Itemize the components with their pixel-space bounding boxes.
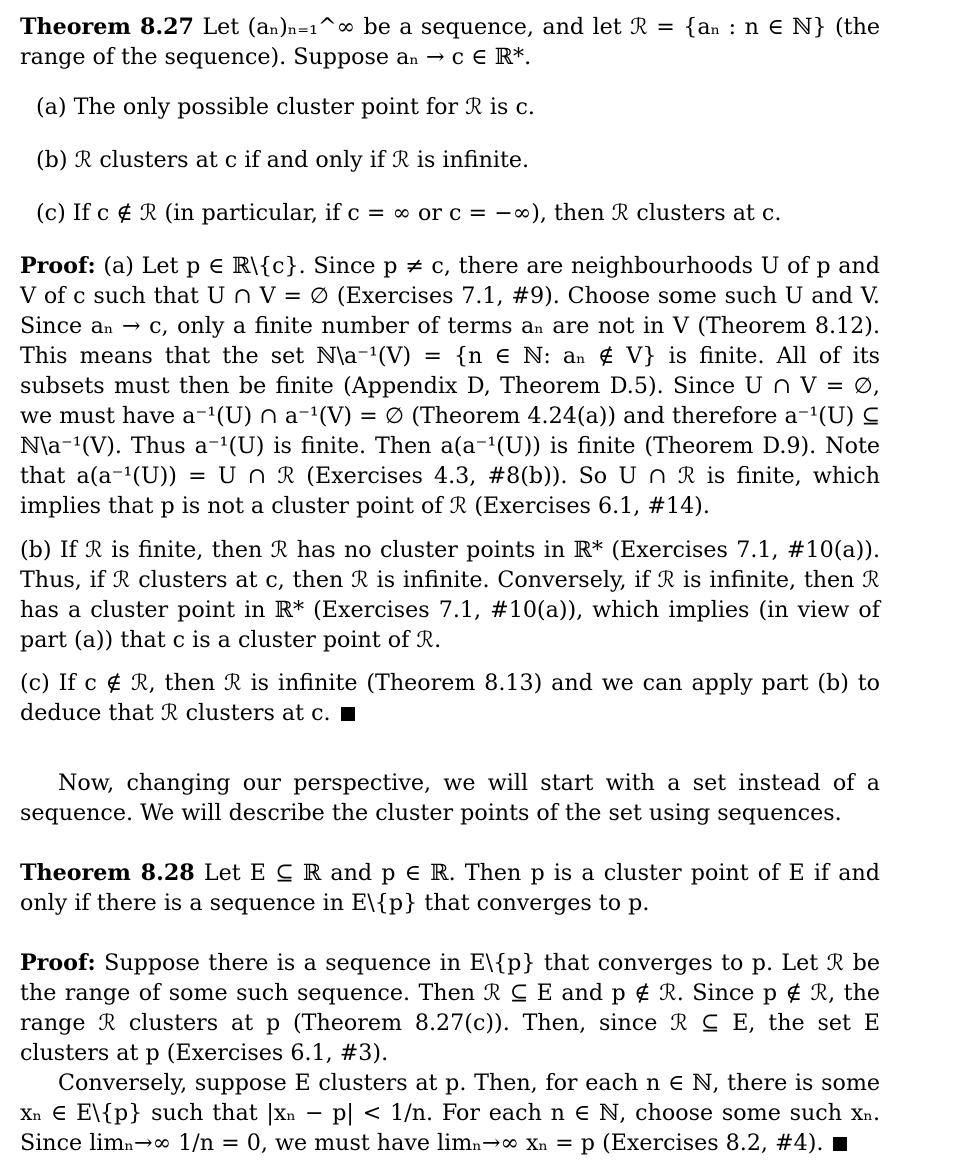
proof-8-28-para1 [20,948,880,1068]
proof-part-a-text: (a) Let p ∈ ℝ\{c}. Since p ≠ c, there are neighbourhoods U of p and V of c such that U ∩ V = ∅ (Exercises 7.1, #9). Choose some such U and V. Since aₙ → c, only a finite number of terms aₙ are not in V (Theorem 8.12). This means that the set ℕ\a⁻¹(V) = {n ∈ ℕ: aₙ ∉ V} is finite. All of its subsets must then be finite (Appendix D, Theorem D.5). Since U ∩ V = ∅, we must have a⁻¹(U) ∩ a⁻¹(V) = ∅ (Theorem 4.24(a)) and therefore a⁻¹(U) ⊆ ℕ\a⁻¹(V). Thus a⁻¹(U) is finite. Then a(a⁻¹(U)) is finite (Theorem D.9). Note that a(a⁻¹(U)) = U ∩ ℛ (Exercises 4.3, #8(b)). So U ∩ ℛ is finite, which implies that p is not a cluster point of ℛ (Exercises 6.1, #14). [20,253,880,519]
proof-8-28-para2-text: Conversely, suppose E clusters at p. Then, for each n ∈ ℕ, there is some xₙ ∈ E\{p} such that |xₙ − p| < 1/n. For each n ∈ ℕ, choose some such xₙ. Since limₙ→∞ 1/n = 0, we must have limₙ→∞ xₙ = p (Exercises 8.2, #4). [20,1070,880,1156]
theorem-8-27-label: Theorem 8.27 [20,14,194,40]
proof-part-c-text: (c) If c ∉ ℛ, then ℛ is infinite (Theorem 8.13) and we can apply part (b) to deduce that ℛ clusters at c. [20,670,880,726]
theorem-8-28 [20,858,880,918]
document-page [20,12,880,1158]
theorem-item-c: (c) If c ∉ ℛ (in particular, if c = ∞ or c = −∞), then ℛ clusters at c. [36,200,782,226]
theorem-8-27-items [36,92,880,228]
proof-8-27-part-a [20,251,880,521]
theorem-8-28-statement: Let E ⊆ ℝ and p ∈ ℝ. Then p is a cluster point of E if and only if there is a sequence in E\{p} that converges to p. [20,860,880,916]
theorem-8-27-statement: Let (aₙ)ₙ₌₁^∞ be a sequence, and let ℛ = {aₙ : n ∈ ℕ} (the range of the sequence). Suppose aₙ → c ∈ ℝ*. [20,14,880,70]
qed-square-icon [833,1137,847,1151]
theorem-8-28-label: Theorem 8.28 [20,860,195,886]
theorem-item-a: (a) The only possible cluster point for ℛ is c. [36,94,535,120]
theorem-item-b: (b) ℛ clusters at c if and only if ℛ is infinite. [36,147,530,173]
transition-paragraph: Now, changing our perspective, we will start with a set instead of a sequence. We will describe the cluster points of the set using sequences. [20,770,880,826]
theorem-8-27 [20,12,880,72]
proof-label: Proof: [20,253,96,279]
proof-8-28-para1-text: Suppose there is a sequence in E\{p} that converges to p. Let ℛ be the range of some such sequence. Then ℛ ⊆ E and p ∉ ℛ. Since p ∉ ℛ, the range ℛ clusters at p (Theorem 8.27(c)). Then, since ℛ ⊆ E, the set E clusters at p (Exercises 6.1, #3). [20,950,881,1066]
qed-square-icon [341,707,355,721]
proof-8-28-label: Proof: [20,950,96,976]
proof-8-28-para2 [20,1068,880,1158]
proof-8-27-part-c [20,668,880,728]
proof-8-27-part-b: (b) If ℛ is finite, then ℛ has no cluster points in ℝ* (Exercises 7.1, #10(a)). Thus, if ℛ clusters at c, then ℛ is infinite. Conversely, if ℛ is infinite, then ℛ has a cluster point in ℝ* (Exercises 7.1, #10(a)), which implies (in view of part (a)) that c is a cluster point of ℛ. [20,537,880,653]
